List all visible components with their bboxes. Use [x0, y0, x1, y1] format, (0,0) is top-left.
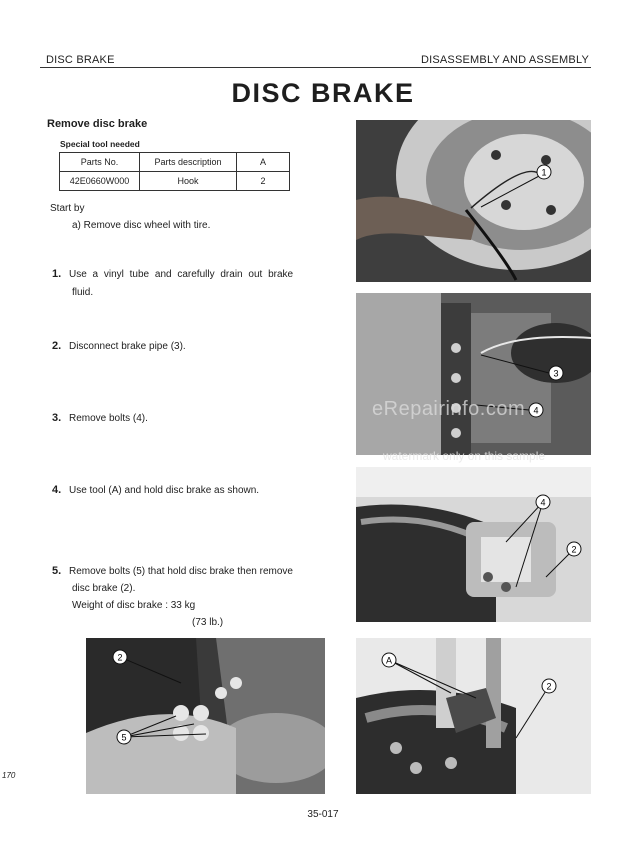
step-number: 1. — [52, 268, 62, 280]
header-rule — [40, 67, 591, 68]
header-section-name: DISC BRAKE — [46, 54, 115, 66]
table-header-cell: A — [237, 153, 290, 172]
photo-brake-pipe — [356, 293, 591, 455]
callout-label: A — [385, 655, 393, 666]
callout-label: 1 — [541, 167, 547, 178]
callout-label: 2 — [571, 544, 577, 555]
step-text: Remove bolts (4). — [68, 413, 148, 424]
table-cell: 2 — [237, 172, 290, 191]
step-3 — [52, 409, 148, 428]
table-row — [60, 172, 290, 191]
disc-brake-weight-lb: (73 lb.) — [192, 617, 224, 628]
special-tool-table — [59, 152, 290, 191]
step-text: Use tool (A) and hold disc brake as shown. — [68, 485, 260, 496]
margin-handwritten-note: 170 — [2, 771, 16, 780]
step-number: 4. — [52, 484, 62, 496]
tool-heading: Special tool needed — [60, 139, 140, 149]
table-cell: Hook — [140, 172, 237, 191]
header-chapter-name: DISASSEMBLY AND ASSEMBLY — [420, 54, 589, 66]
step-text: Remove bolts (5) that hold disc brake then remove — [68, 566, 293, 577]
page-title: DISC BRAKE — [231, 78, 415, 108]
step-5-cont: disc brake (2). — [72, 583, 136, 594]
photo-tool-a — [356, 638, 591, 794]
callout-label: 4 — [540, 497, 546, 508]
watermark-site: eRepairinfo.com — [372, 398, 526, 420]
table-header-row — [60, 153, 290, 172]
callout-label: 2 — [117, 652, 123, 663]
table-header-cell: Parts No. — [60, 153, 140, 172]
table-header-cell: Parts description — [140, 153, 237, 172]
step-text: Disconnect brake pipe (3). — [68, 341, 186, 352]
step-5 — [52, 562, 293, 581]
step-number: 3. — [52, 412, 62, 424]
disc-brake-weight: Weight of disc brake : 33 kg — [72, 600, 196, 611]
callout-label: 2 — [546, 681, 552, 692]
start-by-item: a) Remove disc wheel with tire. — [72, 220, 211, 231]
step-1-cont: fluid. — [72, 287, 94, 298]
callout-label: 3 — [553, 368, 559, 379]
step-2 — [52, 337, 186, 356]
photo-remove-bolts — [86, 638, 325, 794]
step-number: 2. — [52, 340, 62, 352]
callout-label: 4 — [533, 405, 539, 416]
watermark-notice: watermark only on this sample — [383, 449, 546, 463]
table-cell: 42E0660W000 — [60, 172, 140, 191]
callout-label: 5 — [121, 732, 127, 743]
section-title: Remove disc brake — [47, 118, 148, 130]
step-1 — [52, 265, 293, 284]
start-by-label: Start by — [50, 203, 85, 214]
photo-hold-disc-brake — [356, 467, 591, 622]
page-number: 35-017 — [307, 809, 339, 820]
step-number: 5. — [52, 565, 62, 577]
photo-drain-fluid — [356, 120, 591, 282]
step-4 — [52, 481, 259, 500]
step-text: Use a vinyl tube and carefully drain out brake — [68, 269, 294, 280]
